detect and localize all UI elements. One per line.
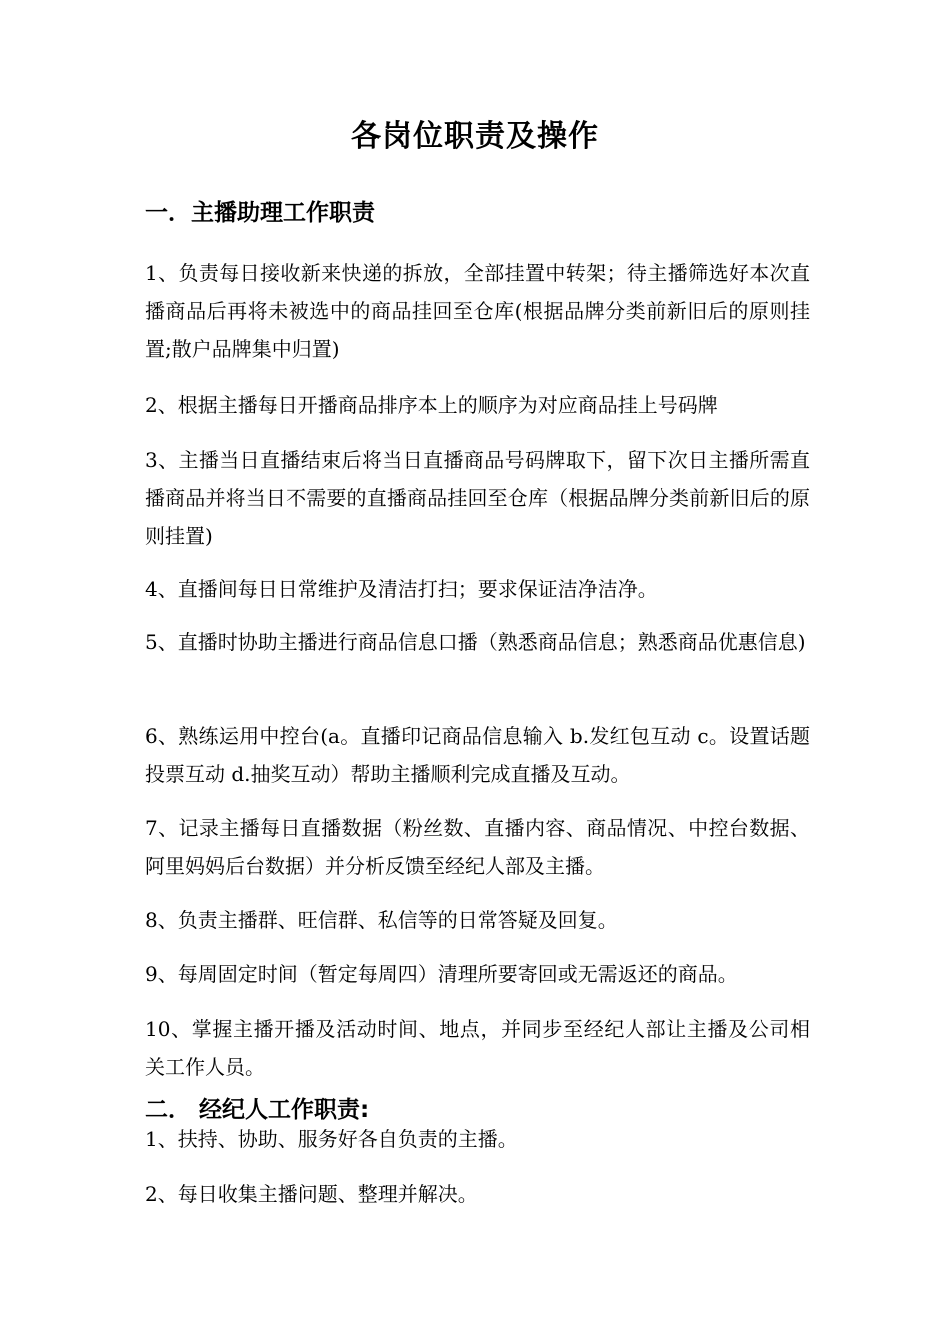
duty-item: 3、主播当日直播结束后将当日直播商品号码牌取下，留下次日主播所需直播商品并将当日不需要的直播商品挂回至仓库（根据品牌分类前新旧后的原则挂置) — [145, 448, 810, 548]
section-heading-assistant: 一．主播助理工作职责 — [145, 200, 375, 226]
section-heading-agent: 二． 经纪人工作职责: — [145, 1097, 370, 1123]
duty-item: 5、直播时协助主播进行商品信息口播（熟悉商品信息；熟悉商品优惠信息) — [145, 630, 806, 654]
duty-item: 7、记录主播每日直播数据（粉丝数、直播内容、商品情况、中控台数据、阿里妈妈后台数据）并分析反馈至经纪人部及主播。 — [145, 816, 810, 878]
duty-item: 6、熟练运用中控台(a。直播印记商品信息输入 b.发红包互动 c。设置话题投票互动 d.抽奖互动）帮助主播顺利完成直播及互动。 — [145, 724, 810, 786]
duty-item: 1、扶持、协助、服务好各自负责的主播。 — [145, 1127, 518, 1151]
duty-item: 2、根据主播每日开播商品排序本上的顺序为对应商品挂上号码牌 — [145, 393, 718, 417]
duty-item: 1、负责每日接收新来快递的拆放，全部挂置中转架；待主播筛选好本次直播商品后再将未被选中的商品挂回至仓库(根据品牌分类前新旧后的原则挂置;散户品牌集中归置) — [145, 261, 810, 361]
page-title: 各岗位职责及操作 — [351, 119, 599, 154]
duty-item: 2、每日收集主播问题、整理并解决。 — [145, 1182, 478, 1206]
duty-item: 10、掌握主播开播及活动时间、地点，并同步至经纪人部让主播及公司相关工作人员。 — [145, 1017, 810, 1079]
duty-item: 9、每周固定时间（暂定每周四）清理所要寄回或无需返还的商品。 — [145, 962, 738, 986]
duty-item: 8、负责主播群、旺信群、私信等的日常答疑及回复。 — [145, 908, 618, 932]
duty-item: 4、直播间每日日常维护及清洁打扫；要求保证洁净洁净。 — [145, 577, 658, 601]
